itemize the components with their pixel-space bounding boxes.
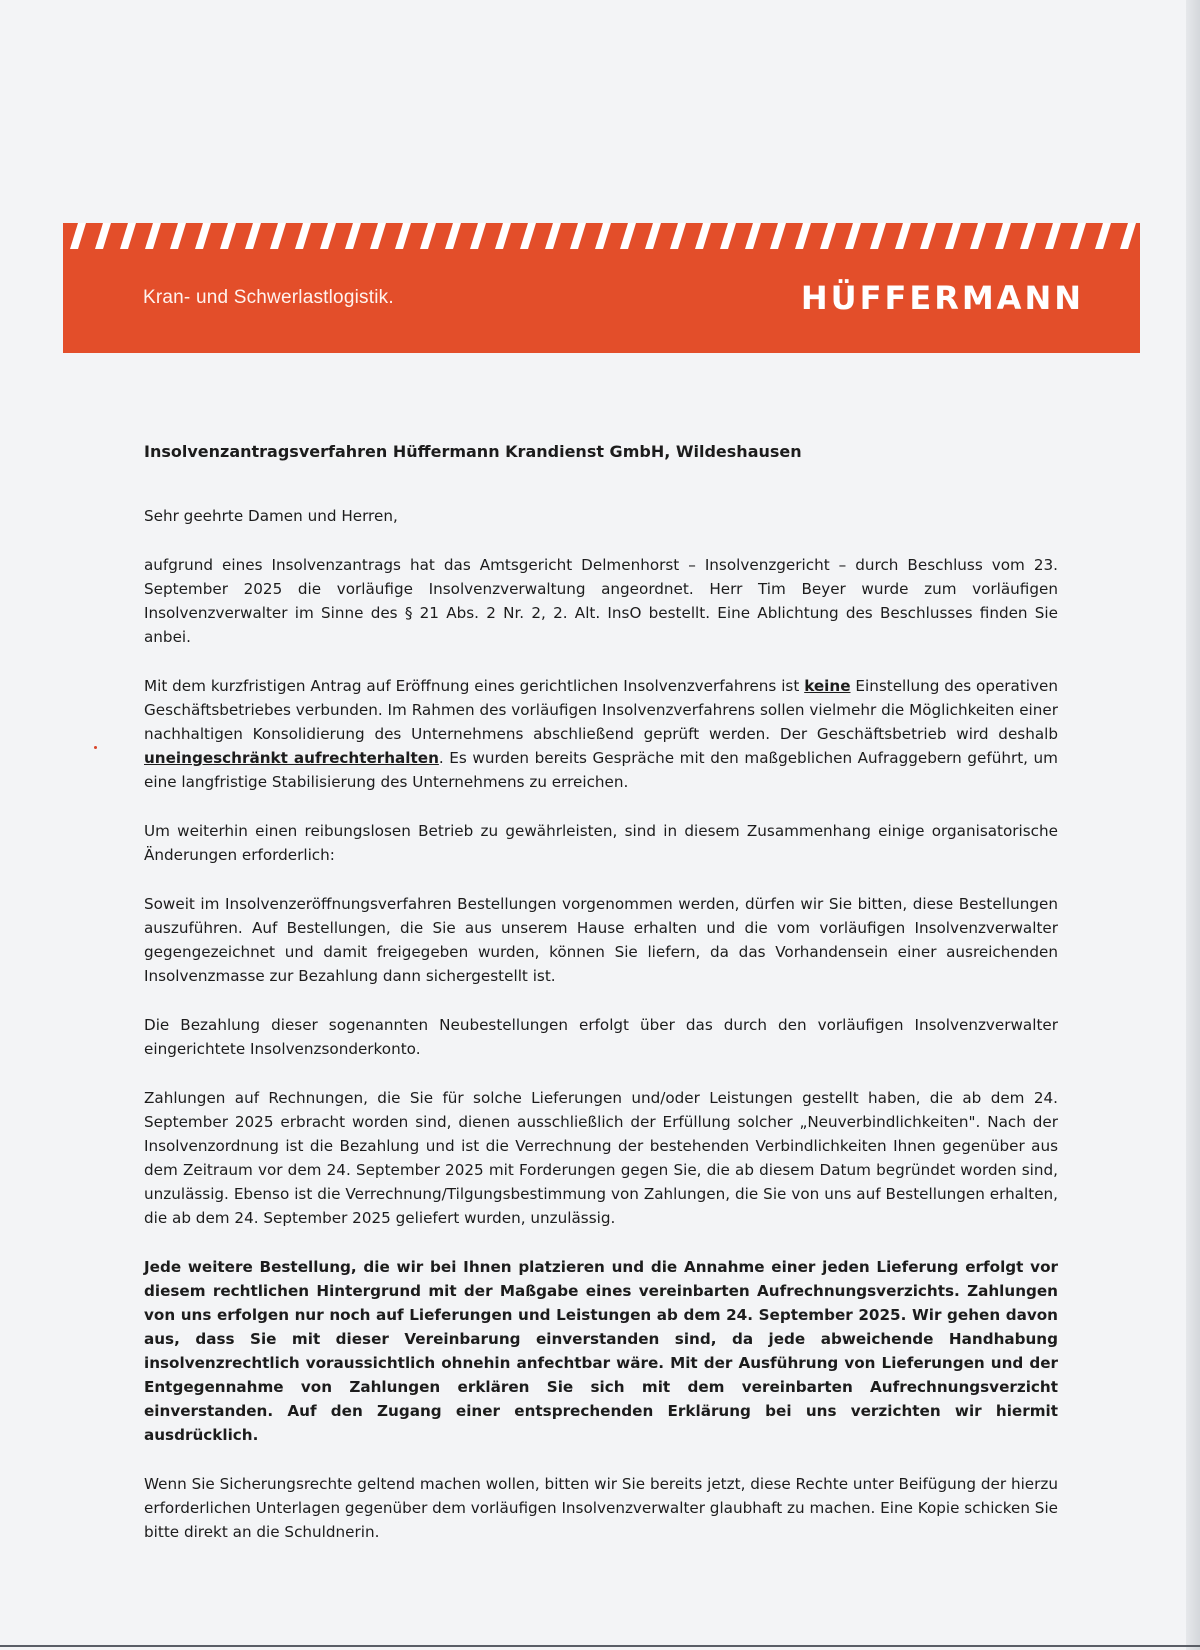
paragraph-3: Um weiterhin einen reibungslosen Betrieb zu gewährleisten, sind in diesem Zusammenhang einige organisatorische Änderungen erforderlich:: [144, 822, 1058, 864]
page-edge: [1186, 0, 1200, 1650]
company-logo: HÜFFERMANN: [800, 279, 1084, 317]
company-tagline: Kran- und Schwerlastlogistik.: [143, 287, 394, 308]
stripe-band: [63, 223, 1140, 249]
letter-greeting: Sehr geehrte Damen und Herren,: [144, 507, 398, 525]
letterhead-banner: [63, 223, 1140, 353]
scan-mark: [94, 746, 97, 749]
aufrechterhalten-emphasis: uneingeschränkt aufrechterhalten: [144, 749, 439, 767]
letter-body: [144, 440, 1058, 1569]
paragraph-5: Die Bezahlung dieser sogenannten Neubestellungen erfolgt über das durch den vorläufigen Insolvenzverwalter eingerichtete Insolvenzsonderkonto.: [144, 1016, 1058, 1058]
paragraph-6: Zahlungen auf Rechnungen, die Sie für solche Lieferungen und/oder Leistungen gestellt haben, die ab dem 24. September 2025 erbracht worden sind, dienen ausschließlich der Erfüllung solcher „Neuverbindlichkeiten". Nach der Insolvenzordnung ist die Bezahlung und ist die Verrechnung der bestehenden Verbindlichkeiten Ihnen gegenüber aus dem Zeitraum vor dem 24. September 2025 mit Forderungen gegen Sie, die ab diesem Datum begründet worden sind, unzulässig. Ebenso ist die Verrechnung/Tilgungsbestimmung von Zahlungen, die Sie von uns auf Bestellungen erhalten, die ab dem 24. September 2025 geliefert wurden, unzulässig.: [144, 1089, 1058, 1227]
paragraph-2-part-c: . Es wurden bereits Gespräche mit den maßgeblichen Aufraggebern geführt, um eine langfristige Stabilisierung des Unternehmens zu erreichen.: [144, 749, 1058, 791]
paragraph-8: Wenn Sie Sicherungsrechte geltend machen wollen, bitten wir Sie bereits jetzt, diese Rechte unter Beifügung der hierzu erforderlichen Unterlagen gegenüber dem vorläufigen Insolvenzverwalter glaubhaft zu machen. Eine Kopie schicken Sie bitte direkt an die Schuldnerin.: [144, 1475, 1059, 1541]
paragraph-4: Soweit im Insolvenzeröffnungsverfahren Bestellungen vorgenommen werden, dürfen wir Sie bitten, diese Bestellungen auszuführen. Auf Bestellungen, die Sie aus unserem Hause erhalten und die vom vorläufigen Insolvenzverwalter gegengezeichnet und damit freigegeben wurden, können Sie liefern, da das Vorhandensein einer ausreichenden Insolvenzmasse zur Bezahlung dann sichergestellt ist.: [144, 895, 1058, 985]
paragraph-7-bold: Jede weitere Bestellung, die wir bei Ihnen platzieren und die Annahme einer jeden Lieferung erfolgt vor diesem rechtlichen Hintergrund mit der Maßgabe eines vereinbarten Aufrechnungsverzichts. Zahlungen von uns erfolgen nur noch auf Lieferungen und Leistungen ab dem 24. September 2025. Wir gehen davon aus, dass Sie mit dieser Vereinbarung einverstanden sind, da jede abweichende Handhabung insolvenzrechtlich voraussichtlich ohnehin anfechtbar wäre. Mit der Ausführung von Lieferungen und der Entgegennahme von Zahlungen erklären Sie sich mit dem vereinbarten Aufrechnungsverzicht einverstanden. Auf den Zugang einer entsprechenden Erklärung bei uns verzichten wir hiermit ausdrücklich.: [144, 1258, 1058, 1444]
paragraph-2-part-b: Einstellung des operativen Geschäftsbetriebes verbunden. Im Rahmen des vorläufigen Insolvenzverfahrens sollen vielmehr die Möglichkeiten einer nachhaltigen Konsolidierung des Unternehmens abschließend geprüft werden. Der Geschäftsbetrieb wird deshalb: [144, 677, 1058, 743]
keine-emphasis: keine: [804, 677, 851, 695]
paragraph-1: aufgrund eines Insolvenzantrags hat das Amtsgericht Delmenhorst – Insolvenzgericht – durch Beschluss vom 23. September 2025 die vorläufige Insolvenzverwaltung angeordnet. Herr Tim Beyer wurde zum vorläufigen Insolvenzverwalter im Sinne des § 21 Abs. 2 Nr. 2, 2. Alt. InsO bestellt. Eine Ablichtung des Beschlusses finden Sie anbei.: [144, 556, 1058, 646]
scan-edge: [0, 1645, 1200, 1647]
paragraph-2-part-a: Mit dem kurzfristigen Antrag auf Eröffnung eines gerichtlichen Insolvenzverfahrens ist: [144, 677, 805, 695]
paragraph-2: [144, 674, 1058, 794]
letter-subject: Insolvenzantragsverfahren Hüffermann Krandienst GmbH, Wildeshausen: [144, 442, 802, 461]
